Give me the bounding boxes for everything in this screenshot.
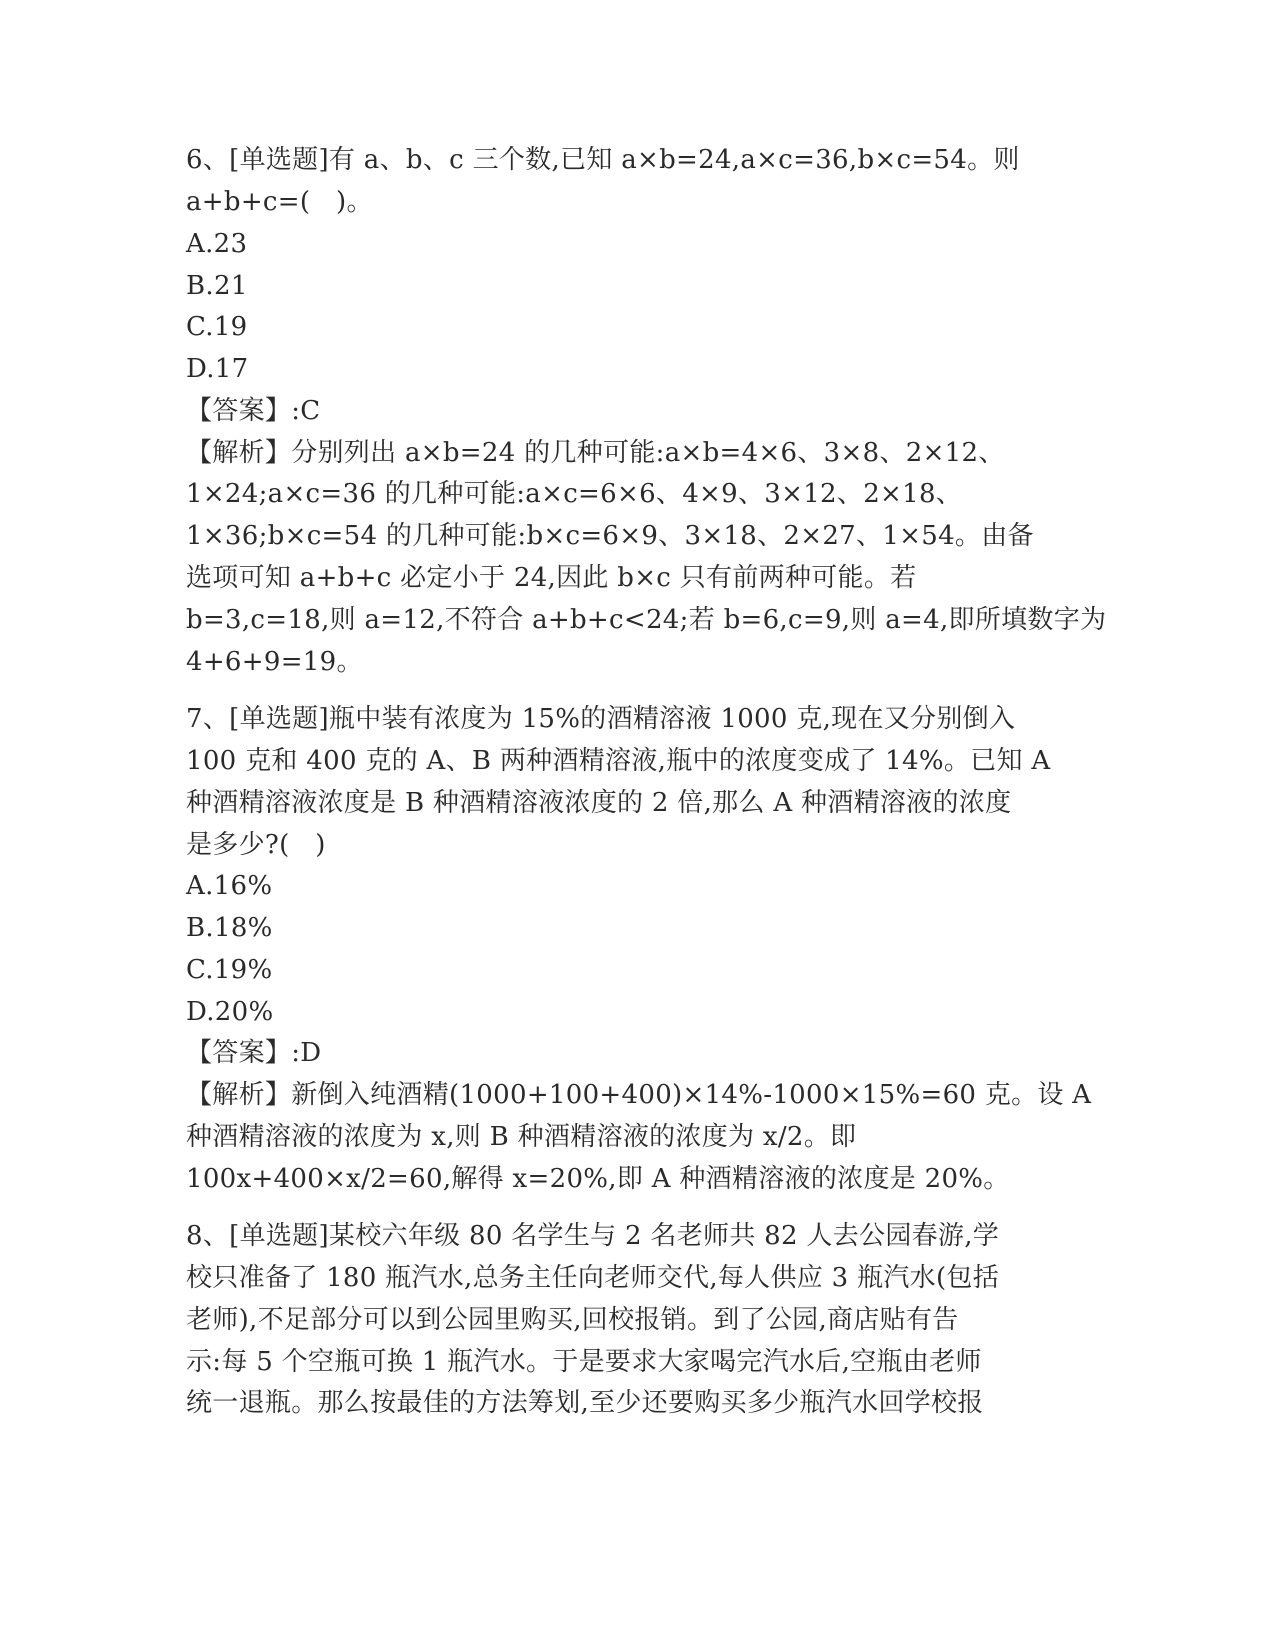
q7-analysis-label: 【解析】 xyxy=(186,1080,292,1110)
q6-option-b: B.21 xyxy=(186,271,248,301)
q7-analysis-text-1: 新倒入纯酒精(1000+100+400)×14%-1000×15%=60 克。设 A xyxy=(291,1080,1092,1110)
q6-analysis-text-1: 分别列出 a×b=24 的几种可能:a×b=4×6、3×8、2×12、 xyxy=(291,438,1005,468)
q8-stem-line-1: 8、[单选题]某校六年级 80 名学生与 2 名老师共 82 人去公园春游,学 xyxy=(186,1221,1000,1251)
q6-option-c: C.19 xyxy=(186,312,248,342)
q6-analysis-line-1 xyxy=(186,437,1005,469)
q6-stem-line-1: 6、[单选题]有 a、b、c 三个数,已知 a×b=24,a×c=36,b×c=54。则 xyxy=(186,145,1020,175)
q7-stem-line-3: 种酒精溶液浓度是 B 种酒精溶液浓度的 2 倍,那么 A 种酒精溶液的浓度 xyxy=(186,788,1012,818)
q8-stem-line-3: 老师),不足部分可以到公园里购买,回校报销。到了公园,商店贴有告 xyxy=(186,1305,959,1335)
q7-analysis-line-2: 种酒精溶液的浓度为 x,则 B 种酒精溶液的浓度为 x/2。即 xyxy=(186,1122,857,1152)
q7-stem-line-1: 7、[单选题]瓶中装有浓度为 15%的酒精溶液 1000 克,现在又分别倒入 xyxy=(186,704,1016,734)
q7-option-a: A.16% xyxy=(186,871,273,901)
q7-answer-label: 【答案】 xyxy=(186,1038,292,1068)
q6-answer-label: 【答案】 xyxy=(186,396,292,426)
q7-stem-line-4: 是多少?( ) xyxy=(186,830,326,860)
q6-answer xyxy=(186,395,320,427)
q6-analysis-line-5: b=3,c=18,则 a=12,不符合 a+b+c<24;若 b=6,c=9,则 a=4,即所填数字为 xyxy=(186,605,1107,635)
q6-analysis-line-6: 4+6+9=19。 xyxy=(186,647,363,677)
q6-option-a: A.23 xyxy=(186,229,248,259)
q8-stem-line-4: 示:每 5 个空瓶可换 1 瓶汽水。于是要求大家喝完汽水后,空瓶由老师 xyxy=(186,1347,982,1377)
q7-analysis-line-3: 100x+400×x/2=60,解得 x=20%,即 A 种酒精溶液的浓度是 20%。 xyxy=(186,1164,1010,1194)
q7-option-b: B.18% xyxy=(186,913,273,943)
q7-option-d: D.20% xyxy=(186,997,274,1027)
q8-stem-line-2: 校只准备了 180 瓶汽水,总务主任向老师交代,每人供应 3 瓶汽水(包括 xyxy=(186,1263,999,1293)
q6-analysis-line-2: 1×24;a×c=36 的几种可能:a×c=6×6、4×9、3×12、2×18、 xyxy=(186,479,963,509)
q6-analysis-line-3: 1×36;b×c=54 的几种可能:b×c=6×9、3×18、2×27、1×54。由备 xyxy=(186,521,1034,551)
q7-answer xyxy=(186,1037,321,1069)
q8-stem-line-5: 统一退瓶。那么按最佳的方法筹划,至少还要购买多少瓶汽水回学校报 xyxy=(186,1388,984,1418)
q7-stem-line-2: 100 克和 400 克的 A、B 两种酒精溶液,瓶中的浓度变成了 14%。已知 A xyxy=(186,746,1051,776)
q7-option-c: C.19% xyxy=(186,955,273,985)
q6-answer-value: :C xyxy=(291,396,321,426)
q6-analysis-line-4: 选项可知 a+b+c 必定小于 24,因此 b×c 只有前两种可能。若 xyxy=(186,563,917,593)
q6-analysis-label: 【解析】 xyxy=(186,438,292,468)
q6-stem-line-2: a+b+c=( )。 xyxy=(186,187,373,217)
q7-answer-value: :D xyxy=(291,1038,322,1068)
q6-option-d: D.17 xyxy=(186,354,249,384)
q7-analysis-line-1 xyxy=(186,1079,1091,1111)
